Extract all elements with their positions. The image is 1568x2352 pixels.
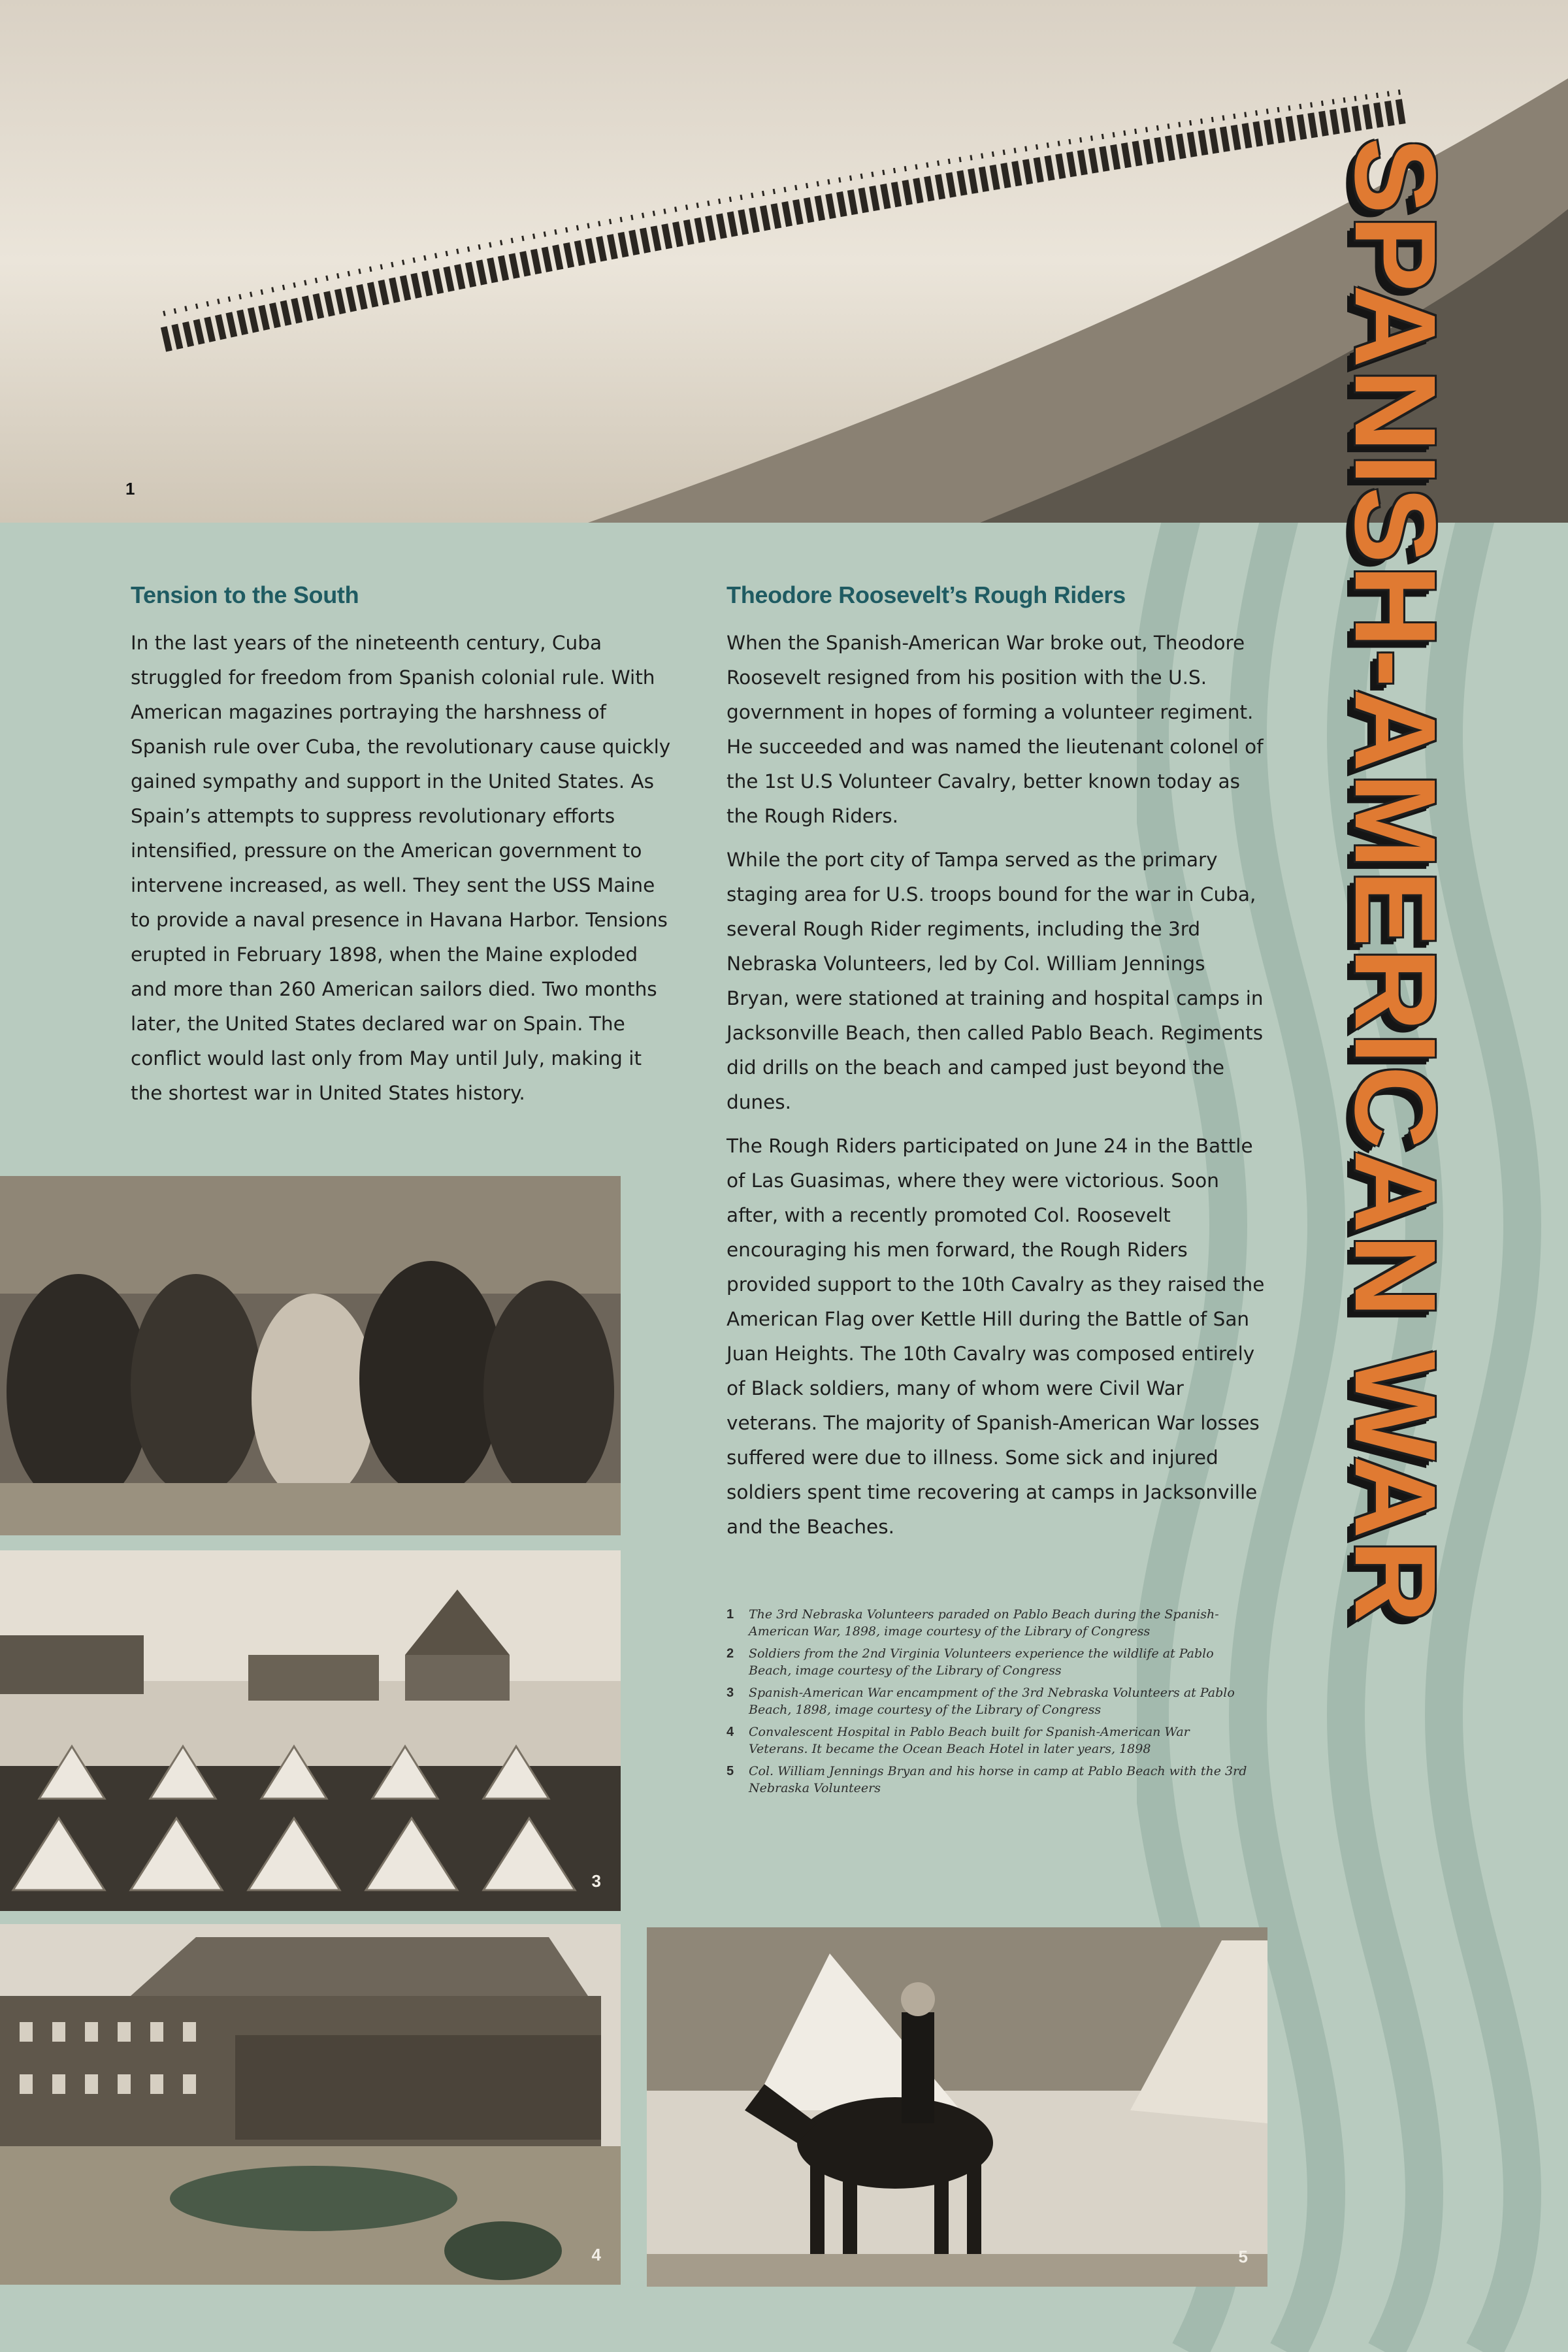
caption-number: 5	[727, 1764, 734, 1778]
soldiers-group-illustration	[0, 1176, 621, 1535]
caption-item	[727, 1723, 1249, 1757]
officer-on-horse-photo	[647, 1927, 1267, 2287]
hospital-building-illustration	[0, 1924, 621, 2285]
soldiers-group-photo	[0, 1176, 621, 1535]
caption-text: Soldiers from the 2nd Virginia Volunteers experience the wildlife at Pablo Beach, image courtesy of the Library of Congress	[749, 1646, 1214, 1678]
section-heading: Theodore Roosevelt’s Rough Riders	[727, 581, 1126, 608]
caption-number: 3	[727, 1686, 734, 1700]
caption-number: 1	[727, 1607, 734, 1622]
photo-number: 1	[125, 479, 135, 498]
tent-encampment-photo	[0, 1550, 621, 1911]
poster-title-container	[1333, 137, 1463, 1705]
caption-item	[727, 1763, 1249, 1797]
caption-number: 2	[727, 1646, 734, 1661]
photo-number: 5	[1238, 2247, 1248, 2266]
section-rough-riders	[727, 581, 1269, 1554]
photo-captions	[727, 1606, 1249, 1802]
section-paragraph: When the Spanish-American War broke out, Theodore Roosevelt resigned from his position with the U.S. government in hopes of forming a volunteer regiment. He succeeded and was named the lieutenant colonel of the 1st U.S Volunteer Cavalry, better known today as the Rough Riders.	[727, 632, 1264, 827]
officer-on-horse-illustration	[647, 1927, 1267, 2287]
hospital-building-photo	[0, 1924, 621, 2285]
caption-number: 4	[727, 1725, 734, 1739]
section-heading: Tension to the South	[131, 581, 359, 608]
photo-number: 4	[591, 2245, 601, 2264]
caption-text: Convalescent Hospital in Pablo Beach built for Spanish-American War Veterans. It became the Ocean Beach Hotel in later years, 1898	[749, 1725, 1190, 1756]
caption-text: The 3rd Nebraska Volunteers paraded on Pablo Beach during the Spanish-American War, 1898, image courtesy of the Library of Congress	[749, 1607, 1219, 1639]
section-paragraph: While the port city of Tampa served as the primary staging area for U.S. troops bound for the war in Cuba, several Rough Rider regiments, including the 3rd Nebraska Volunteers, led by Col. William Jennings Bryan, were stationed at training and hospital camps in Jacksonville Beach, then called Pablo Beach. Regiments did drills on the beach and camped just beyond the dunes.	[727, 849, 1264, 1113]
tent-encampment-illustration	[0, 1550, 621, 1911]
section-paragraph: In the last years of the nineteenth century, Cuba struggled for freedom from Spanish colonial rule. With American magazines portraying the harshness of Spanish rule over Cuba, the revolutionary cause quickly gained sympathy and support in the United States. As Spain’s attempts to suppress revolutionary efforts intensified, pressure on the American government to intervene increased, as well. They sent the USS Maine to provide a naval presence in Havana Harbor. Tensions erupted in February 1898, when the Maine exploded and more than 260 American sailors died. Two months later, the United States declared war on Spain. The conflict would last only from May until July, making it the shortest war in United States history.	[131, 632, 671, 1104]
caption-item	[727, 1645, 1249, 1679]
photo-number: 3	[591, 1871, 601, 1891]
caption-text: Col. William Jennings Bryan and his horse in camp at Pablo Beach with the 3rd Nebraska Volunteers	[749, 1764, 1247, 1795]
caption-item	[727, 1684, 1249, 1718]
caption-text: Spanish-American War encampment of the 3rd Nebraska Volunteers at Pablo Beach, 1898, image courtesy of the Library of Congress	[749, 1686, 1235, 1717]
section-tension	[131, 581, 673, 1120]
poster-title: SPANISH-AMERICAN WAR	[1331, 137, 1459, 1624]
section-paragraph: The Rough Riders participated on June 24 in the Battle of Las Guasimas, where they were victorious. Soon after, with a recently promoted Col. Roosevelt encouraging his men forward, the Rough Riders provided support to the 10th Cavalry as they raised the American Flag over Kettle Hill during the Battle of San Juan Heights. The 10th Cavalry was composed entirely of Black soldiers, many of whom were Civil War veterans. The majority of Spanish-American War losses suffered were due to illness. Some sick and injured soldiers spent time recovering at camps in Jacksonville and the Beaches.	[727, 1135, 1265, 1538]
caption-item	[727, 1606, 1249, 1640]
